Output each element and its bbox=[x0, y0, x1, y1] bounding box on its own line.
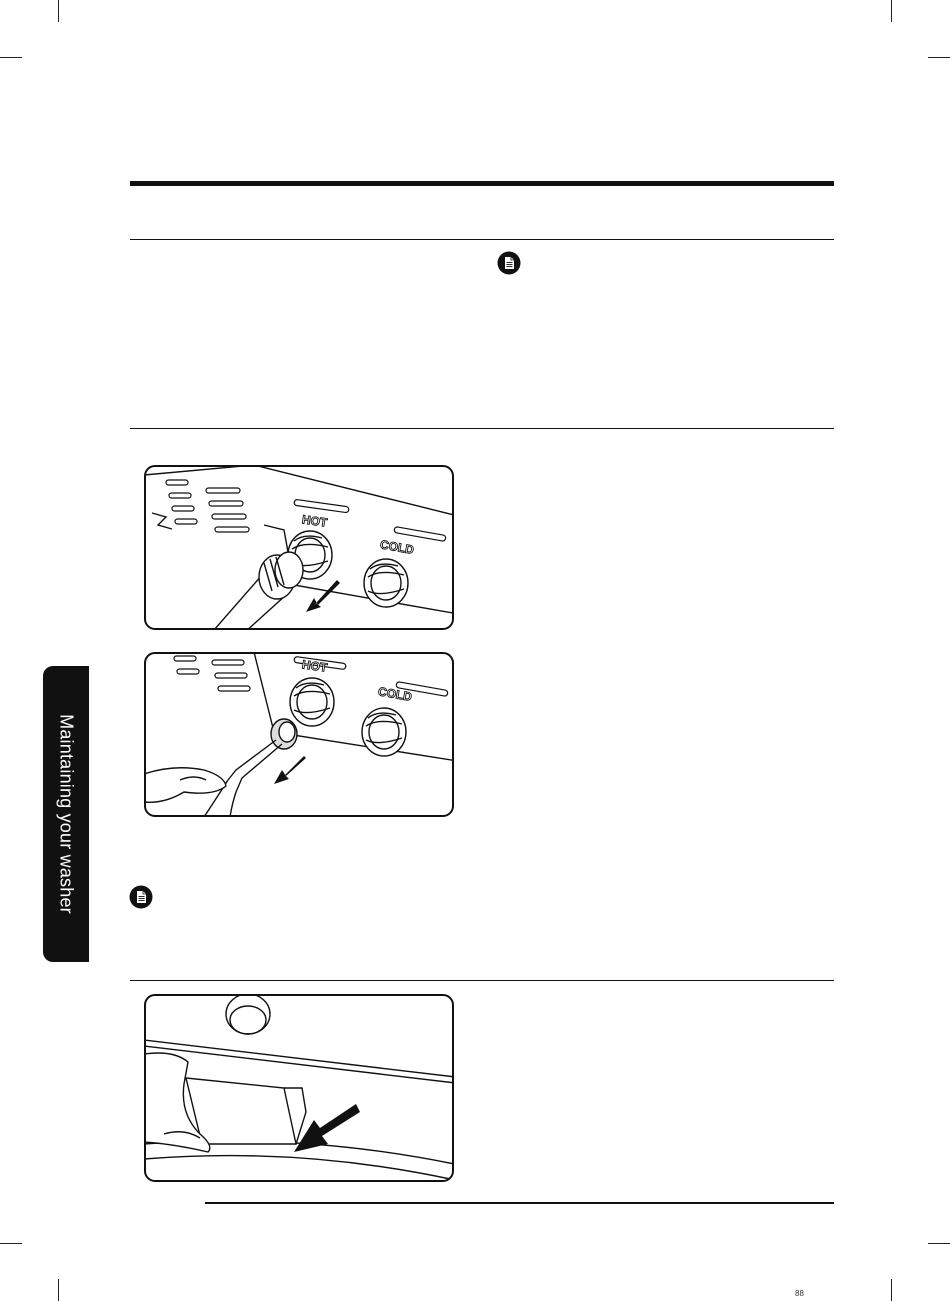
divider-rule bbox=[130, 239, 834, 240]
crop-mark bbox=[891, 1279, 892, 1301]
crop-mark bbox=[0, 57, 22, 58]
footer-rule bbox=[205, 1202, 834, 1204]
page-number: 88 bbox=[795, 1289, 804, 1298]
figure-panel-insert bbox=[144, 994, 454, 1182]
cold-label: COLD bbox=[377, 684, 413, 705]
crop-mark bbox=[928, 57, 950, 58]
hot-label: HOT bbox=[301, 657, 329, 675]
side-chapter-tab bbox=[43, 666, 89, 962]
cold-label: COLD bbox=[379, 537, 415, 558]
figure-filter-removal bbox=[144, 652, 454, 817]
crop-mark bbox=[0, 1243, 22, 1244]
note-document-icon bbox=[129, 885, 153, 909]
crop-mark bbox=[58, 0, 59, 22]
crop-mark bbox=[891, 0, 892, 22]
divider-rule bbox=[130, 428, 834, 429]
figure-hose-disconnect bbox=[144, 465, 454, 630]
divider-rule bbox=[130, 980, 834, 981]
note-document-icon bbox=[497, 251, 521, 275]
section-heading-rule bbox=[130, 181, 834, 186]
crop-mark bbox=[58, 1279, 59, 1301]
hot-label: HOT bbox=[301, 512, 329, 530]
crop-mark bbox=[928, 1243, 950, 1244]
side-tab-label: Maintaining your washer bbox=[56, 714, 77, 914]
